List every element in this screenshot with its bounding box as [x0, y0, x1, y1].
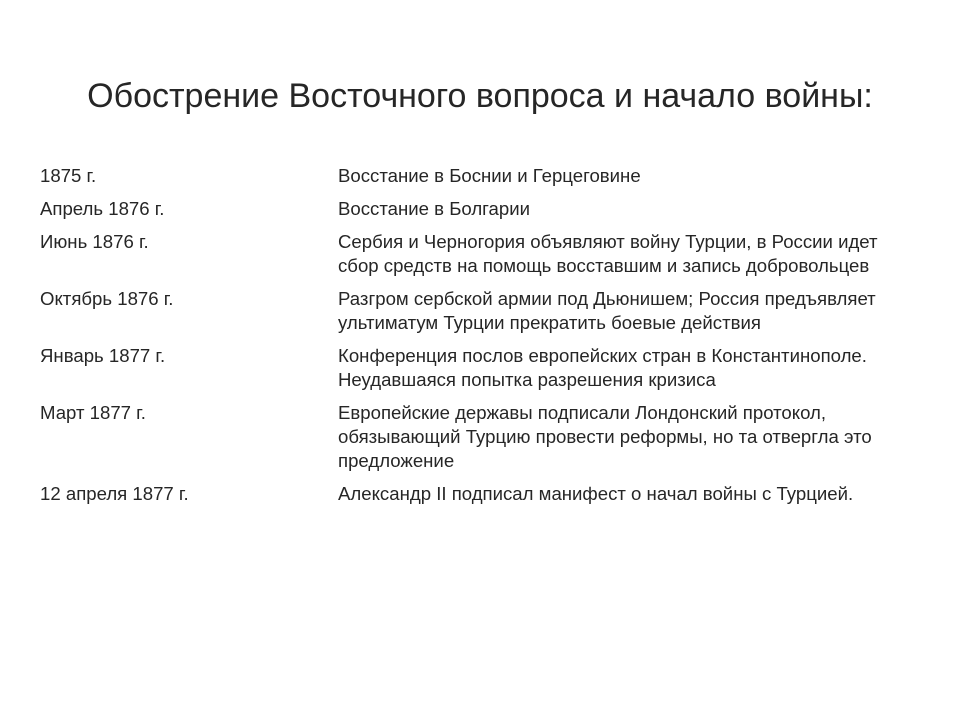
timeline-event: Восстание в Болгарии [338, 198, 531, 219]
timeline-row [40, 342, 920, 399]
timeline-event: Разгром сербской армии под Дьюнишем; Россия предъявляет ультиматум Турции прекратить боевые действия [338, 288, 876, 333]
slide-title: Обострение Восточного вопроса и начало войны: [87, 77, 873, 115]
timeline-date: 1875 г. [40, 165, 97, 186]
timeline-row [40, 285, 920, 342]
timeline-date: Январь 1877 г. [40, 345, 166, 366]
timeline-row [40, 228, 920, 285]
timeline-date: 12 апреля 1877 г. [40, 483, 189, 504]
timeline-row [40, 480, 920, 513]
timeline-event: Европейские державы подписали Лондонский протокол, обязывающий Турцию провести реформы, но та отвергла это предложение [338, 402, 872, 471]
timeline-event: Александр II подписал манифест о начал войны с Турцией. [338, 483, 854, 504]
timeline-event: Восстание в Боснии и Герцеговине [338, 165, 641, 186]
timeline-date: Апрель 1876 г. [40, 198, 165, 219]
timeline-event: Сербия и Черногория объявляют войну Турции, в России идет сбор средств на помощь восставшим и запись добровольцев [338, 231, 878, 276]
timeline-table [40, 162, 920, 513]
timeline-date: Март 1877 г. [40, 402, 146, 423]
timeline-date: Июнь 1876 г. [40, 231, 149, 252]
timeline-row [40, 162, 920, 195]
timeline-row [40, 195, 920, 228]
timeline-row [40, 399, 920, 480]
timeline-date: Октябрь 1876 г. [40, 288, 174, 309]
timeline-event: Конференция послов европейских стран в Константинополе. Неудавшаяся попытка разрешения кризиса [338, 345, 867, 390]
